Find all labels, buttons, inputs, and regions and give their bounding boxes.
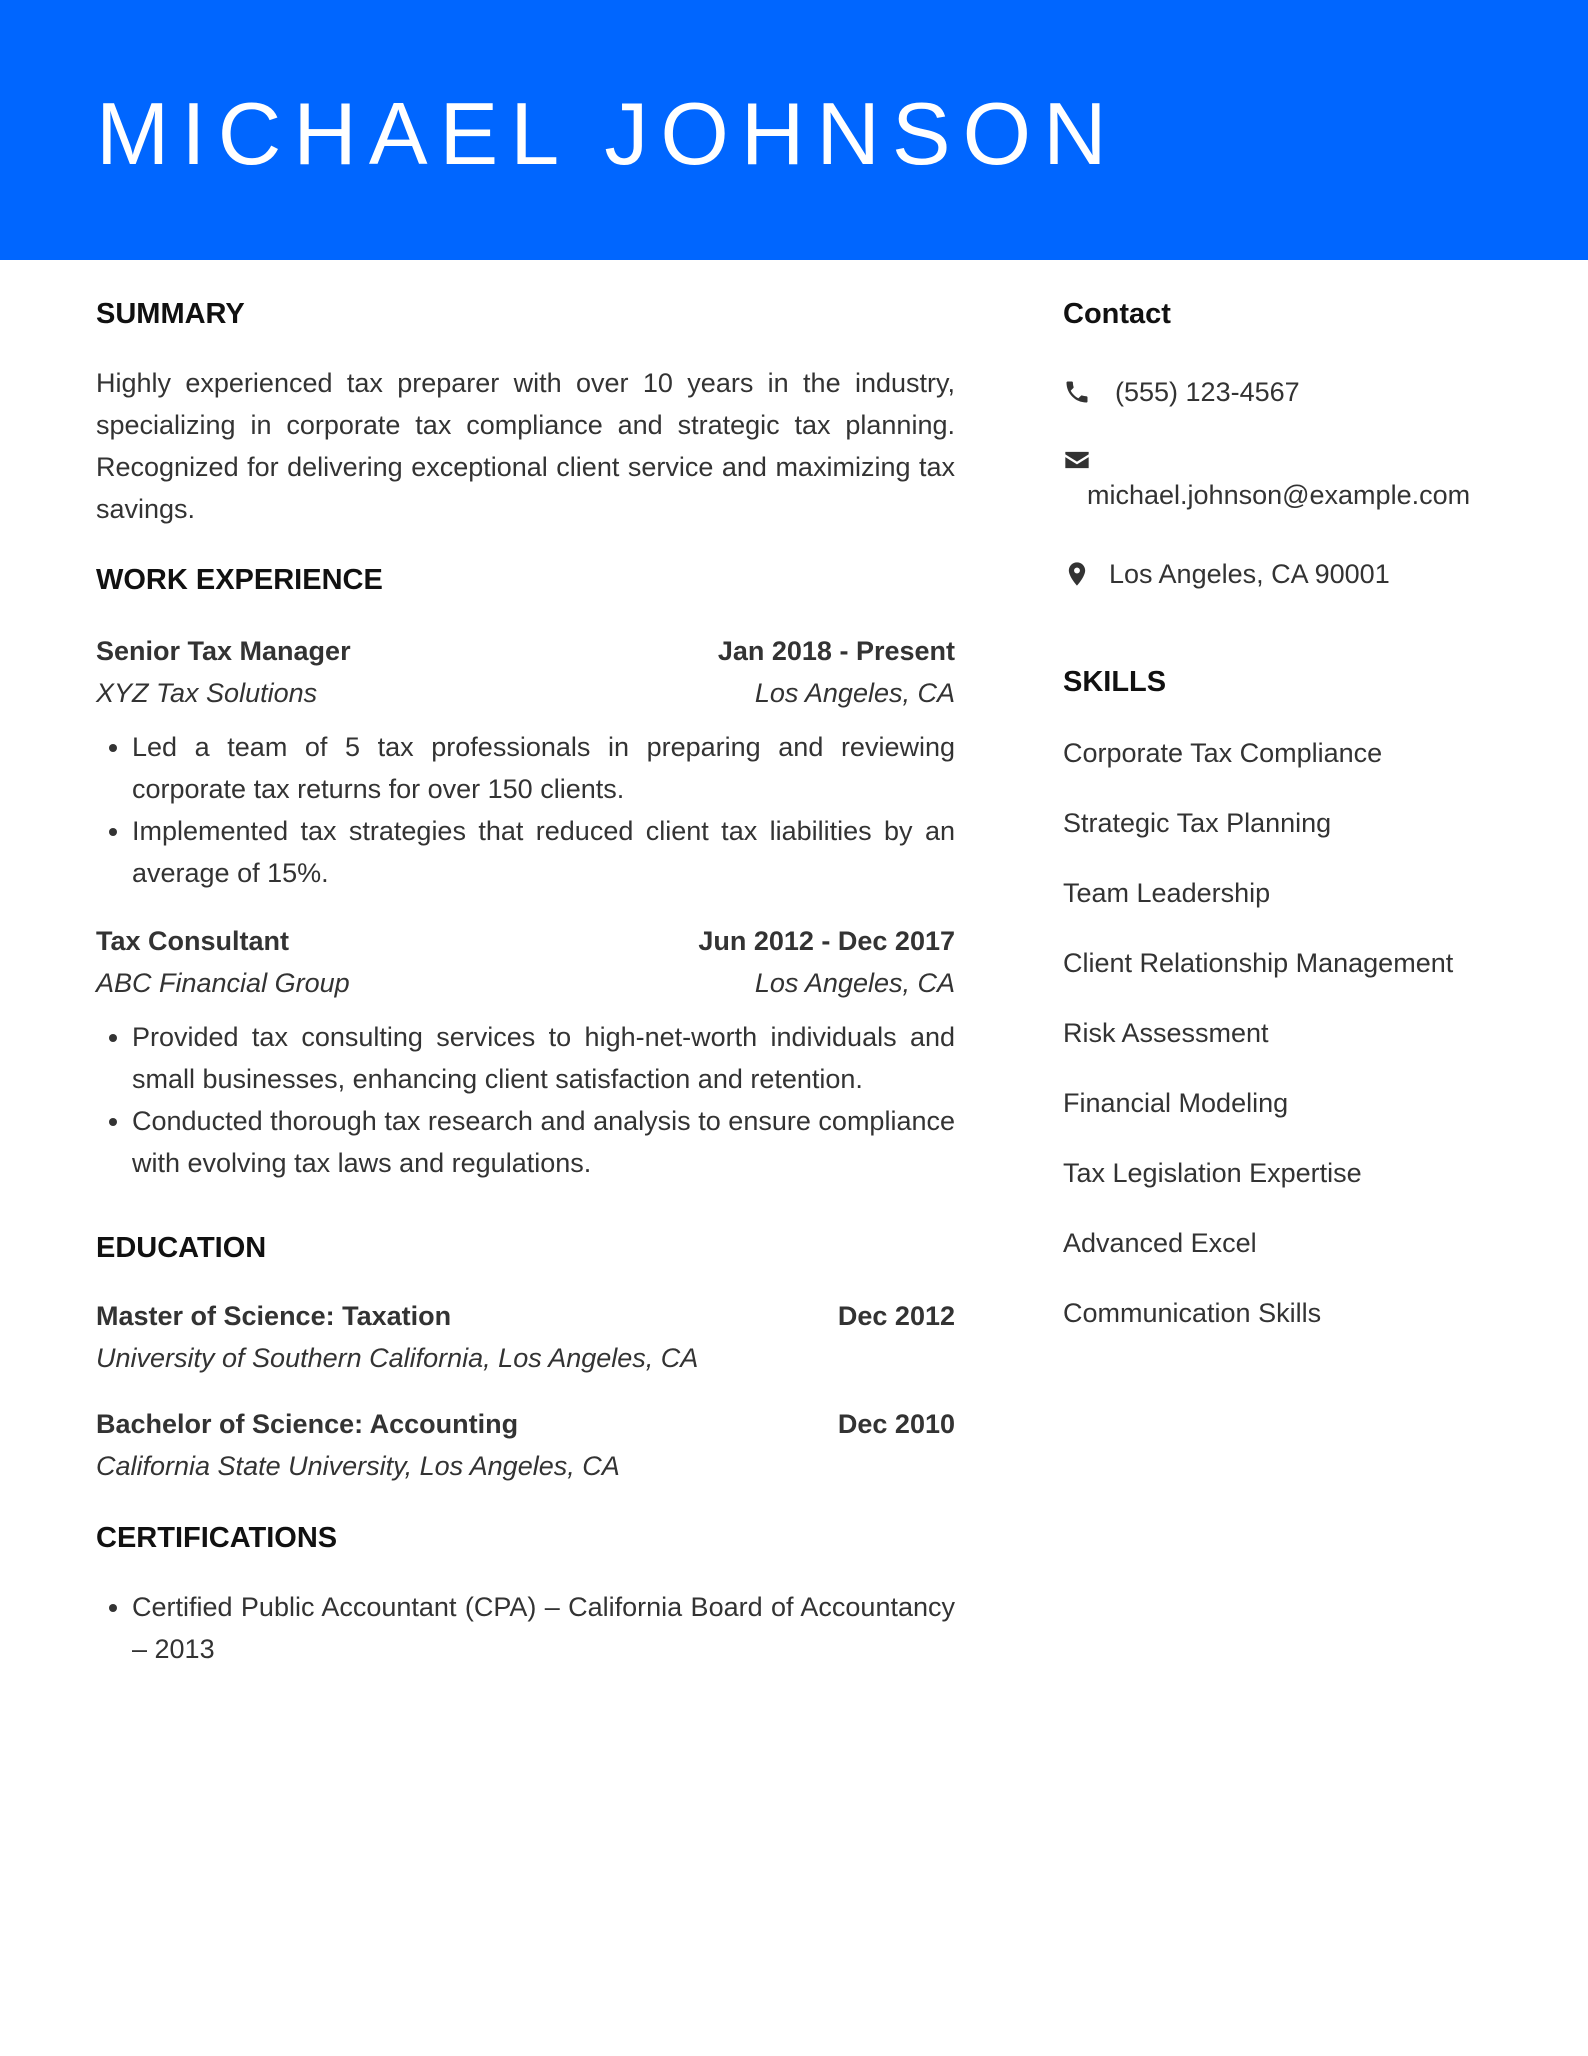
degree-date: Dec 2012: [837, 1301, 955, 1331]
job-bullet: • Provided tax consulting services to high-net-worth individuals and small businesses, enhancing client satisfaction and retention.: [132, 1016, 955, 1100]
skill-item: Corporate Tax Compliance: [1063, 738, 1383, 768]
school: University of Southern California, Los Angeles, CA: [96, 1343, 699, 1373]
skill-item: Advanced Excel: [1063, 1228, 1257, 1258]
contact-location: [1063, 553, 1390, 595]
degree: Bachelor of Science: Accounting: [96, 1409, 519, 1439]
skill-item: Tax Legislation Expertise: [1063, 1158, 1362, 1188]
section-title-education: EDUCATION: [96, 1232, 267, 1264]
job-company: ABC Financial Group: [96, 968, 350, 998]
section-title-summary: SUMMARY: [96, 298, 245, 330]
job-location: Los Angeles, CA: [754, 678, 955, 708]
phone-number: (555) 123-4567: [1115, 377, 1300, 407]
certification-list: [96, 1586, 955, 1670]
job-bullet: • Led a team of 5 tax professionals in preparing and reviewing corporate tax returns for over 150 clients.: [132, 726, 955, 810]
job-bullet: • Conducted thorough tax research and analysis to ensure compliance with evolving tax laws and regulations.: [132, 1100, 955, 1184]
education-section: [96, 1230, 955, 1487]
job-company: XYZ Tax Solutions: [96, 678, 318, 708]
job-entry: [96, 920, 955, 1184]
job-bullets: [96, 1016, 955, 1184]
section-title-contact: Contact: [1063, 298, 1171, 330]
header-banner: [0, 0, 1588, 260]
section-title-certifications: CERTIFICATIONS: [96, 1522, 338, 1554]
skill-item: Risk Assessment: [1063, 1018, 1269, 1048]
section-title-skills: SKILLS: [1063, 666, 1167, 698]
skill-item: Financial Modeling: [1063, 1088, 1289, 1118]
summary-text: Highly experienced tax preparer with over 10 years in the industry, specializing in corporate tax compliance and strategic tax planning. Recognized for delivering exceptional client service and maximizing tax savings.: [96, 368, 955, 524]
envelope-icon: [1063, 446, 1091, 474]
skill-item: Strategic Tax Planning: [1063, 808, 1332, 838]
skill-item: Team Leadership: [1063, 878, 1271, 908]
summary-section: [96, 296, 955, 530]
skill-item: Communication Skills: [1063, 1298, 1322, 1328]
job-bullet: • Implemented tax strategies that reduced client tax liabilities by an average of 15%.: [132, 810, 955, 894]
job-role: Tax Consultant: [96, 926, 290, 956]
location-text: Los Angeles, CA 90001: [1109, 559, 1390, 589]
experience-section: [96, 562, 955, 1184]
degree: Master of Science: Taxation: [96, 1301, 452, 1331]
contact-phone: [1063, 371, 1300, 413]
map-pin-icon: [1063, 560, 1091, 588]
job-location: Los Angeles, CA: [754, 968, 955, 998]
job-dates: Jun 2012 - Dec 2017: [698, 926, 955, 956]
phone-icon: [1063, 378, 1091, 406]
job-entry: [96, 630, 955, 894]
job-role: Senior Tax Manager: [96, 636, 351, 666]
contact-email: [1063, 446, 1470, 516]
education-entry: [96, 1295, 955, 1379]
certifications-section: [96, 1520, 955, 1670]
candidate-name: MICHAEL JOHNSON: [96, 84, 1119, 183]
section-title-experience: WORK EXPERIENCE: [96, 564, 383, 596]
email-address[interactable]: michael.johnson@example.com: [1087, 480, 1471, 510]
certification-item: • Certified Public Accountant (CPA) – California Board of Accountancy – 2013: [132, 1586, 955, 1670]
job-dates: Jan 2018 - Present: [717, 636, 955, 666]
skill-item: Client Relationship Management: [1063, 948, 1454, 978]
education-entry: [96, 1403, 955, 1487]
job-bullets: [96, 726, 955, 894]
school: California State University, Los Angeles, CA: [96, 1451, 620, 1481]
degree-date: Dec 2010: [837, 1409, 955, 1439]
